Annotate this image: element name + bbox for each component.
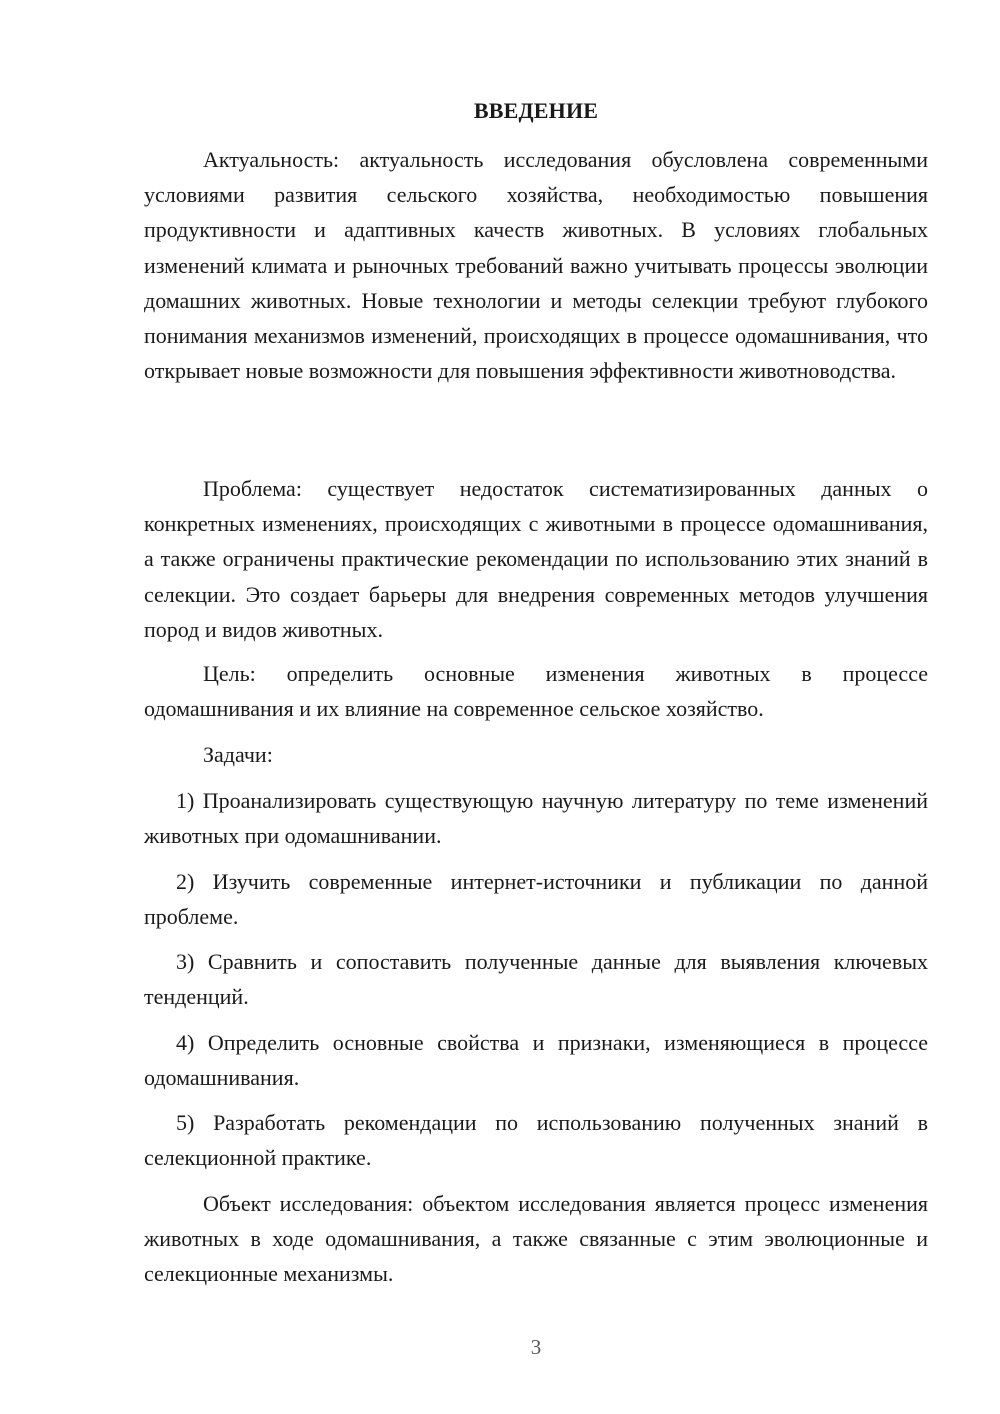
- paragraph-goal: Цель: определить основные изменения животных в процессе одомашнивания и их влияние на современное сельское хозяйство.: [144, 661, 928, 722]
- paragraph-object: Объект исследования: объектом исследования является процесс изменения животных в ходе одомашнивания, а также связанные с этим эволюционные и селекционные механизмы.: [144, 1191, 928, 1287]
- task-item: 5) Разработать рекомендации по использованию полученных знаний в селекционной практике.: [144, 1110, 928, 1171]
- paragraph-problem: Проблема: существует недостаток систематизированных данных о конкретных изменениях, происходящих с животными в процессе одомашнивания, а также ограничены практические рекомендации по использованию этих знаний в селекции. Это создает барьеры для внедрения современных методов улучшения пород и видов животных.: [144, 476, 928, 642]
- task-item: 2) Изучить современные интернет-источники и публикации по данной проблеме.: [144, 869, 928, 930]
- page-number: 3: [530, 1335, 542, 1359]
- task-item: 4) Определить основные свойства и признаки, изменяющиеся в процессе одомашнивания.: [144, 1030, 928, 1091]
- task-item: 1) Проанализировать существующую научную литературу по теме изменений животных при одомашнивании.: [144, 788, 928, 849]
- page-title: ВВЕДЕНИЕ: [473, 98, 599, 123]
- paragraph-relevance: Актуальность: актуальность исследования обусловлена современными условиями развития сельского хозяйства, необходимостью повышения продуктивности и адаптивных качеств животных. В условиях глобальных изменений климата и рыночных требований важно учитывать процессы эволюции домашних животных. Новые технологии и методы селекции требуют глубокого понимания механизмов изменений, происходящих в процессе одомашнивания, что открывает новые возможности для повышения эффективности животноводства.: [144, 147, 928, 384]
- task-item: 3) Сравнить и сопоставить полученные данные для выявления ключевых тенденций.: [144, 949, 928, 1010]
- tasks-heading: Задачи:: [203, 742, 273, 767]
